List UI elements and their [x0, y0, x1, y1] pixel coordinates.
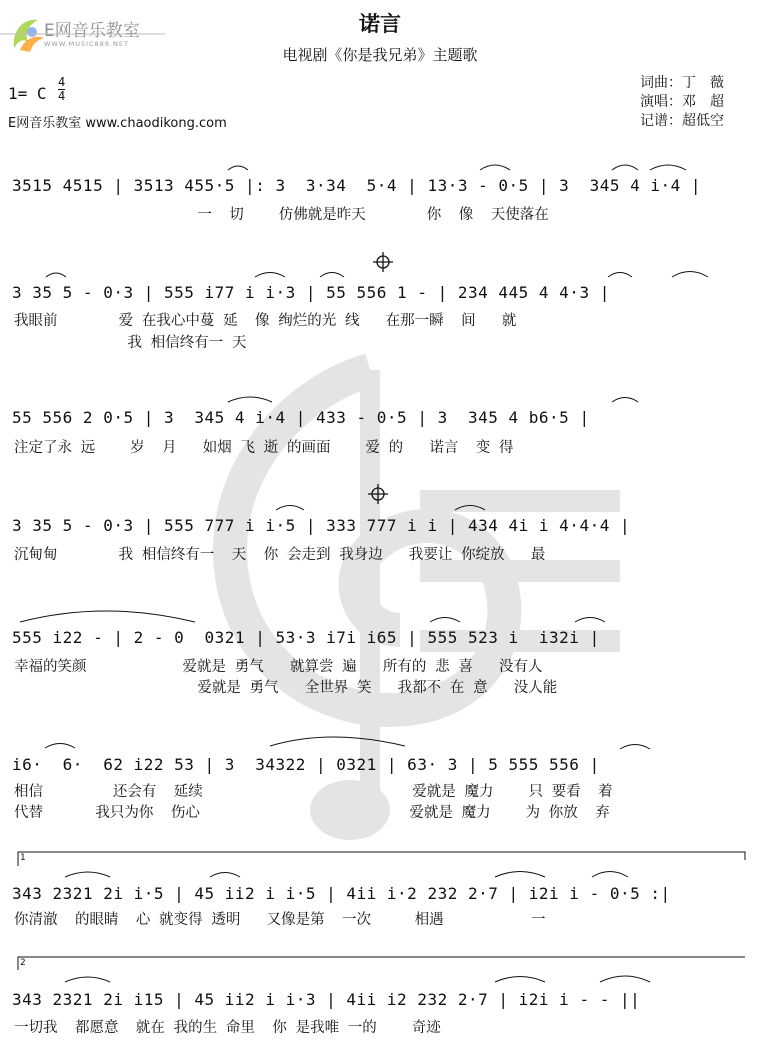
logo-name: E网音乐教室 [44, 21, 140, 41]
ending-2-bracket [18, 957, 745, 970]
notes-system-4: 3 35 5 - 0·3 | 555 777 i i·5 | 333 777 i i | 434 4i i 4·4·4 | [12, 516, 631, 535]
site-credit: E网音乐教室 www.chaodikong.com [8, 116, 227, 131]
notes-system-7: 343 2321 2i i·5 | 45 ii2 i i·5 | 4ii i·2 232 2·7 | i2i i - 0·5 :| [12, 884, 671, 903]
lyrics-system-5-line-1: 幸福的笑颜 爱就是 勇气 就算尝 遍 所有的 悲 喜 没有人 [14, 659, 543, 675]
slur [672, 272, 708, 278]
slur [46, 273, 66, 277]
logo-url[interactable]: WWW.MUSIC888.NET [44, 40, 129, 48]
credit-transcriber: 记谱：超低空 [640, 113, 724, 129]
notes-system-2: 3 35 5 - 0·3 | 555 i77 i i·3 | 55 556 1 - | 234 445 4 4·3 | [12, 283, 610, 302]
slur [65, 977, 110, 982]
slur [495, 872, 545, 878]
slur [600, 976, 650, 982]
notes-system-3: 55 556 2 0·5 | 3 345 4 i·4 | 433 - 0·5 | 3 345 4 b6·5 | [12, 408, 590, 427]
lyrics-system-7-line-1: 你清澈 的眼睛 心 就变得 透明 又像是第 一次 相遇 一 [14, 912, 546, 928]
slur [592, 872, 628, 878]
lyrics-system-5-line-2: 爱就是 勇气 全世界 笑 我都不 在 意 没人能 [14, 680, 558, 696]
slur [620, 745, 650, 750]
slur [495, 977, 545, 983]
slur [612, 165, 638, 170]
slur [228, 166, 248, 170]
key-signature: 1= C [8, 84, 47, 103]
credit-singer: 演唱：邓 超 [640, 94, 724, 110]
slur [650, 165, 686, 170]
ending-2-label: 2 [20, 958, 26, 968]
time-top: 4 [58, 75, 66, 89]
credit-composer: 词曲：丁 薇 [640, 75, 724, 91]
lyrics-system-1-line-1: 一 切 仿佛就是昨天 你 像 天使落在 [14, 207, 549, 223]
lyrics-system-3-line-1: 注定了永 远 岁 月 如烟 飞 逝 的画面 爱 的 诺言 变 得 [14, 440, 514, 456]
slur [65, 872, 110, 877]
ending-1-bracket [18, 852, 745, 866]
lyrics-system-6-line-2: 代替 我只为你 伤心 爱就是 魔力 为 你放 弃 [14, 805, 610, 821]
ending-1-label: 1 [20, 853, 26, 863]
lyrics-system-2-line-1: 我眼前 爱 在我心中蔓 延 像 绚烂的光 线 在那一瞬 间 就 [14, 313, 517, 329]
time-bottom: 4 [58, 89, 66, 103]
slur [210, 873, 240, 878]
notes-system-8: 343 2321 2i i15 | 45 ii2 i i·3 | 4ii i2 232 2·7 | i2i i - - || [12, 990, 641, 1009]
slur [255, 273, 285, 278]
lyrics-system-6-line-1: 相信 还会有 延续 爱就是 魔力 只 要看 着 [14, 784, 613, 800]
slur [320, 273, 344, 278]
lyrics-system-2-line-2: 我 相信终有一 天 [14, 335, 247, 351]
song-title: 诺言 [359, 12, 401, 36]
lyrics-system-8-line-1: 一切我 都愿意 就在 我的生 命里 你 是我唯 一的 奇迹 [14, 1020, 441, 1036]
slur [608, 273, 632, 278]
slur [480, 165, 510, 170]
time-signature [58, 76, 65, 103]
notes-system-1: 3515 4515 | 3513 455·5 |: 3 3·34 5·4 | 13·3 - 0·5 | 3 345 4 i·4 | [12, 176, 702, 195]
credits [640, 74, 724, 131]
notes-system-6: i6· 6· 62 i22 53 | 3 34322 | 0321 | 63· 3 | 5 555 556 | [12, 755, 600, 774]
coda-mark-icon [373, 252, 393, 272]
lyrics-system-4-line-1: 沉甸甸 我 相信终有一 天 你 会走到 我身边 我要让 你绽放 最 [14, 547, 546, 563]
slur [45, 744, 75, 749]
song-subtitle: 电视剧《你是我兄弟》主题歌 [282, 46, 478, 64]
notes-system-5: 555 i22 - | 2 - 0 0321 | 53·3 i7i i65 | 555 523 i i32i | [12, 628, 600, 647]
